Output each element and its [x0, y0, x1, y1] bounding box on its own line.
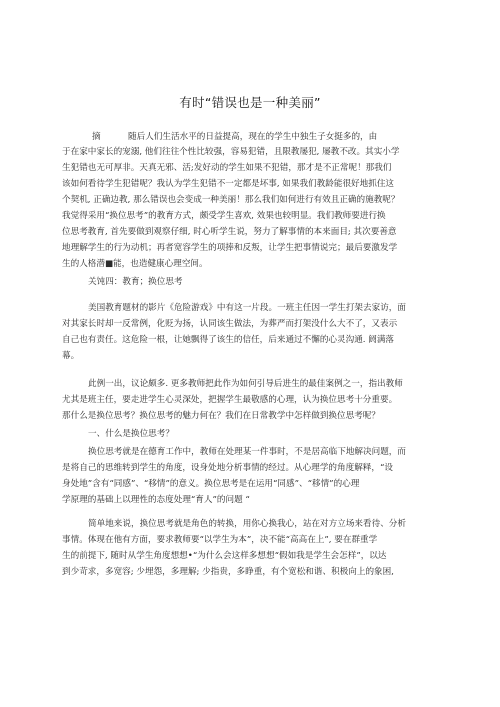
paragraph-line: 自己也有责任。这危险一根，让她飘得了该生的信任，后来通过不懈的心灵沟通. 阏满落 [62, 335, 395, 345]
paragraph-line: 学原理的基础上以理性的态度处理“育人”的问题 “ [62, 495, 250, 505]
paragraph-line: 身处地”含有“同感”、“移情”的意义。换位思考是在运用“同感”、“移情”的心理 [62, 479, 360, 489]
section-heading: 一、什么是换位思考？ [88, 429, 174, 439]
abstract-line: 生的人格潜■能，也造健康心理空间。 [62, 259, 208, 269]
abstract-line: 个契机, 正确边教, 那么错误也会变成一种美丽！那么我们如何进行有效且正确的施教呢？ [62, 195, 400, 205]
paragraph-line: 换位思考就是在德育工作中，教师在处理某一件事时，不是居高临下地解决问题，而 [88, 447, 406, 457]
abstract-line: 我觉得采用“换位思考”的教育方式，颇受学生喜欢, 效果也较明显。我们教师要进行换 [62, 211, 386, 221]
paragraph-line: 美国教育题材的影片《危险游戏》中有这一片段。一班主任因一学生打架去家访，面 [88, 303, 406, 313]
paragraph-line: 此例一出，议论颇多. 更多教师把此作为如何引导后进生的最佳案例之一，指出教师 [88, 379, 403, 389]
abstract-line: 该如何看待学生犯错呢？我认为学生犯错不一定都是坏事, 如果我们教龄能很好地抓住这 [62, 179, 395, 189]
paragraph-line: 简单地来说，换位思考就是角色的转换，用你心换我心，站在对方立场来看待、分析 [88, 519, 406, 529]
paragraph-line: 幕。 [62, 351, 80, 361]
abstract-line: 地理解学生的行为动机；再者宽容学生的项捧和反叛，让学生把事情说完；最后要激发学 [62, 243, 398, 253]
abstract-first-line: 随后人们生活水平的日益提高，现在的学生中独生子女挺多的，由 [128, 132, 378, 142]
paragraph-line: 是将自己的思维转到学生的角度，设身处地分析事情的经过。从心理学的角度解释，“设 [62, 463, 393, 473]
paragraph-line: 尤其是班主任，要走进学生心灵深处，把握学生最敬感的心理，认为换位思考十分重要。 [62, 395, 398, 405]
abstract-line: 生犯错也无可厚非。天真无邪、活;发好动的学生如果不犯错，那才是不正常呢！那我们 [62, 163, 392, 173]
abstract-label: 摘 [92, 132, 101, 142]
paragraph-line: 生的前提下, 随时从学生角度想想•“为什么会这样多想想“假如我是学生会怎样”，以达 [62, 551, 387, 561]
keywords-line: 关饨四：教育；换位思考 [88, 277, 183, 287]
paragraph-line: 事情。体现在他有方面，要求教师要“以学生为本”，决不能“高高在上”, 要在群重学 [62, 535, 378, 545]
paragraph-line: 那什么是换位思考？换位思考的魅力何在？我们在日常教学中怎样做到换位思考呢？ [62, 411, 380, 421]
document-title: 有时“错误也是一种美丽” [179, 95, 321, 110]
abstract-line: 位思考教育, 首先要做到观察仔细, 时心听学生说，努力了解事情的本来面目; 其次要善意 [62, 227, 397, 237]
abstract-line: 于在家中家长的宠溺, 他们往往个性比较强，容易犯错，且限教屡犯, 屡教不改。其实小学 [62, 147, 400, 157]
paragraph-line: 到少苛求，多宽容; 少埋怨，多理解; 少指贵，多睁重，有个宽松和谐、积极向上的象困, [62, 567, 394, 577]
paragraph-line: 对其家长时却一反常例，化贬为扬，认同该生做法，为葬严而打架没什么大不了，又表示 [62, 319, 398, 329]
